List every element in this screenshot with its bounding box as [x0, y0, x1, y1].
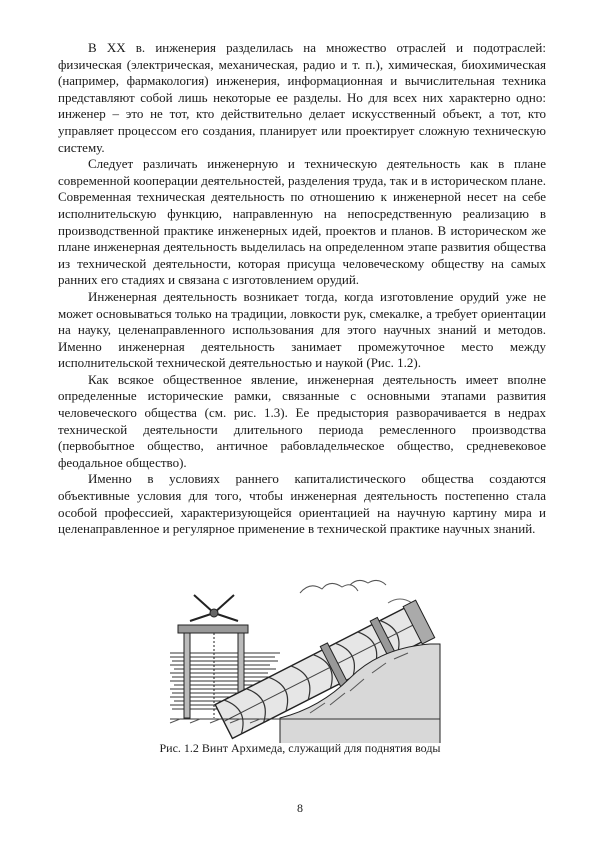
paragraph-2: Следует различать инженерную и техническую деятельность как в плане современной кооперации деятельностей, разделения труда, так и в историческом плане. Современная техническая деятельность по отношению к инженерной несет на себе исполнительскую функцию, направленную на непосредственную реализацию в производственной практике инженерных идей, проектов и планов. В историческом же плане инженерная деятельность выделилась на определенном этапе развития общества из технической деятельности, которая присуща человеческому обществу на самых ранних его стадиях и связана с изготовлением орудий. [58, 156, 546, 288]
page-number: 8 [297, 801, 303, 815]
archimedes-screw-illustration [150, 573, 450, 743]
figure-caption: Рис. 1.2 Винт Архимеда, служащий для поднятия воды [159, 741, 441, 755]
paragraph-5: Именно в условиях раннего капиталистического общества создаются объективные условия для того, чтобы инженерная деятельность постепенно стала особой профессией, характеризующейся ориентацией на научную картину мира и целенаправленное и регулярное применение в технической практике научных знаний. [58, 471, 546, 537]
paragraph-1: В XX в. инженерия разделилась на множество отраслей и подотраслей: физическая (электрическая, механическая, радио и т. п.), химическая, биохимическая (например, фармакология) инженерия, информационная и вычислительная техника представляют собой лишь некоторые ее разделы. Но для всех них характерно одно: инженер – это не тот, кто действительно делает искусственный объект, а тот, кто управляет процессом его создания, планирует или проектирует сложную техническую систему. [58, 40, 546, 155]
paragraph-4: Как всякое общественное явление, инженерная деятельность имеет вполне определенные исторические рамки, связанные с основными этапами развития человеческого общества (см. рис. 1.3). Ее предыстория разворачивается в недрах технической деятельности длительного периода ремесленного производства (первобытное общество, античное рабовладельческое общество, средневековое феодальное общество). [58, 371, 546, 470]
paragraph-3: Инженерная деятельность возникает тогда, когда изготовление орудий уже не может основываться только на традиции, ловкости рук, смекалке, а требует ориентации на науку, целенаправленного использования для этого научных знаний и методов. Именно инженерная деятельность занимает промежуточное место между исполнительской технической деятельностью и наукой (Рис. 1.2). [58, 288, 546, 371]
body-text [58, 40, 546, 538]
